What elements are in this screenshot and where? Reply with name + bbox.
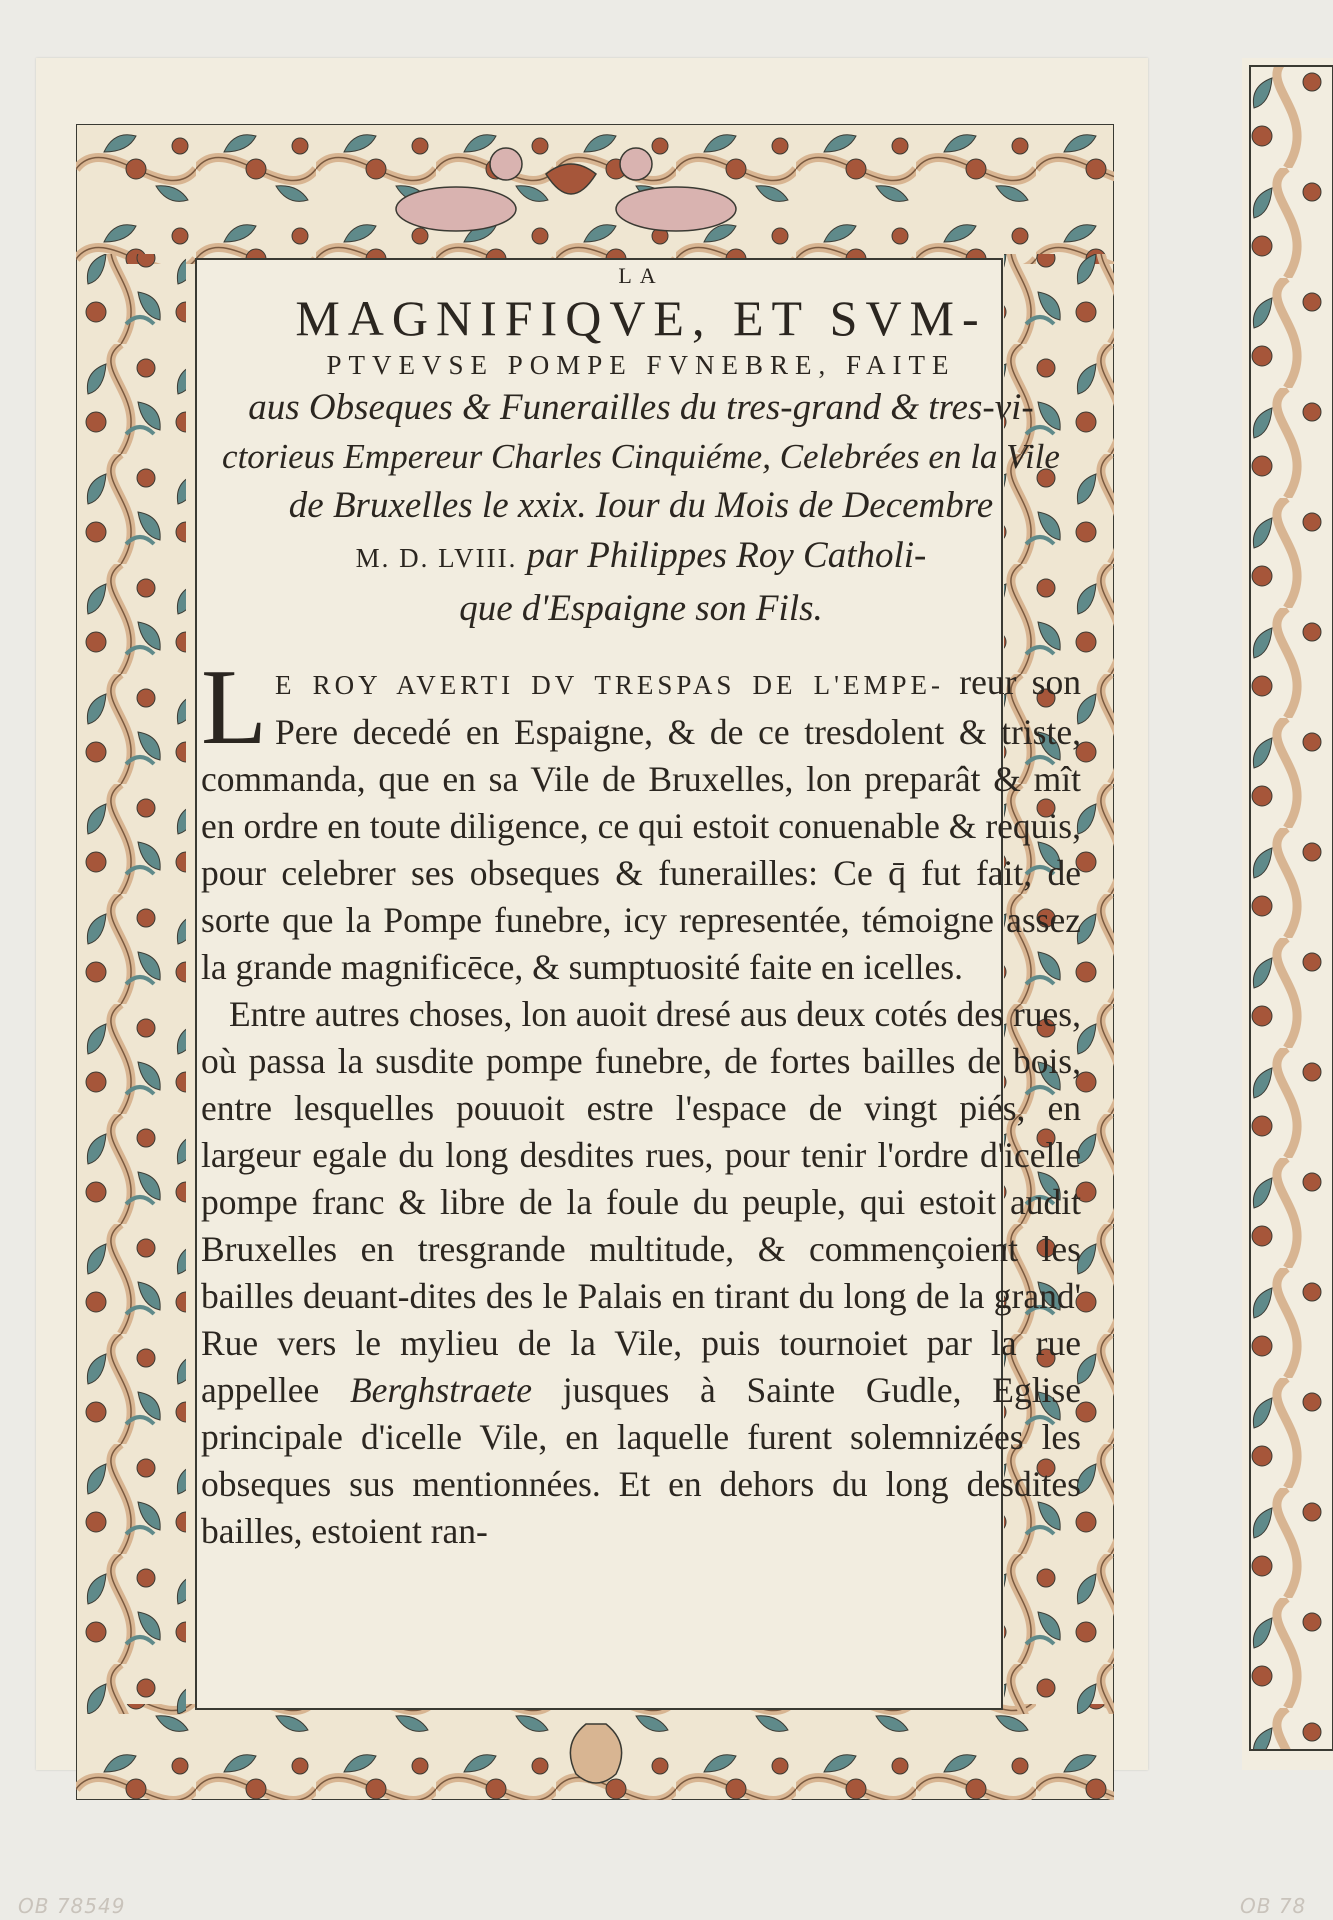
- title-last-line: que d'Espaigne son Fils.: [459, 588, 823, 629]
- title-date-line: [201, 530, 1081, 584]
- paragraph-2-before: Entre autres choses, lon auoit dresé aus deux cotés des rues, où passa la susdite pompe funebre, de fortes bailles de bois, entre lesquelles pouuoit estre l'espace de vingt piés, en largeur egale du long desdites rues, pour tenir l'ordre d'icelle pompe franc & libre de la foule du peuple, qui estoit audit Bruxelles en tresgrande multitude, & commençoient les bailles deuant-dites des le Palais en tirant du long de la grand' Rue vers le mylieu de la Vile, puis tournoiet par la rue appellee: [201, 994, 1081, 1410]
- paragraph-2-after: jusques à Sainte Gudle, Eglise principale d'icelle Vile, en laquelle furent solemnizées les obseques sus mentionnées. Et en dehors du long desdites bailles, estoient ran-: [201, 1370, 1081, 1551]
- title-italic-line-1: aus Obseques & Funerailles du tres-grand & tres-vi-: [248, 387, 1034, 428]
- title-date-italic: par Philippes Roy Catholi-: [526, 535, 927, 576]
- inventory-number: OB 78549: [18, 1894, 126, 1918]
- drop-cap: L: [201, 648, 267, 767]
- paragraph-1: [201, 648, 1081, 991]
- title-italic-line-3: de Bruxelles le xxix. Iour du Mois de Decembre: [288, 485, 994, 526]
- title-line-2: MAGNIFIQVE, ET SVM-: [295, 290, 987, 346]
- paragraph-2: [201, 991, 1081, 1555]
- body-text: [201, 648, 1081, 1555]
- print-sheet: [36, 58, 1148, 1770]
- title-italic-line-2: ctorieus Empereur Charles Cinquiéme, Celebrées en la Vile: [222, 437, 1060, 476]
- title-line-1: LA: [618, 263, 664, 288]
- paragraph-1-text: reur son Pere decedé en Espaigne, & de ce tresdolent & triste, commanda, que en sa Vile de Bruxelles, lon preparât & mît en ordre en toute diligence, ce qui estoit conuenable & requis, pour celebrer ses obseques & funerailles: Ce q̄ fut fait, de sorte que la Pompe funebre, icy representée, témoigne assez la grande magnificēce, & sumptuosité faite en icelles.: [201, 662, 1081, 987]
- inventory-number-next: OB 78: [1240, 1894, 1307, 1918]
- text-block: [201, 263, 1081, 1758]
- lead-caps: E ROY AVERTI DV TRESPAS DE L'EMPE-: [274, 670, 945, 700]
- title-date-caps: M. D. LVIII.: [355, 543, 518, 573]
- title-line-3: PTVEVSE POMPE FVNEBRE, FAITE: [326, 350, 956, 380]
- paragraph-2-italic-street: Berghstraete: [349, 1370, 533, 1410]
- adjacent-border-ornament: [1242, 58, 1333, 1770]
- adjacent-sheet: [1242, 58, 1333, 1770]
